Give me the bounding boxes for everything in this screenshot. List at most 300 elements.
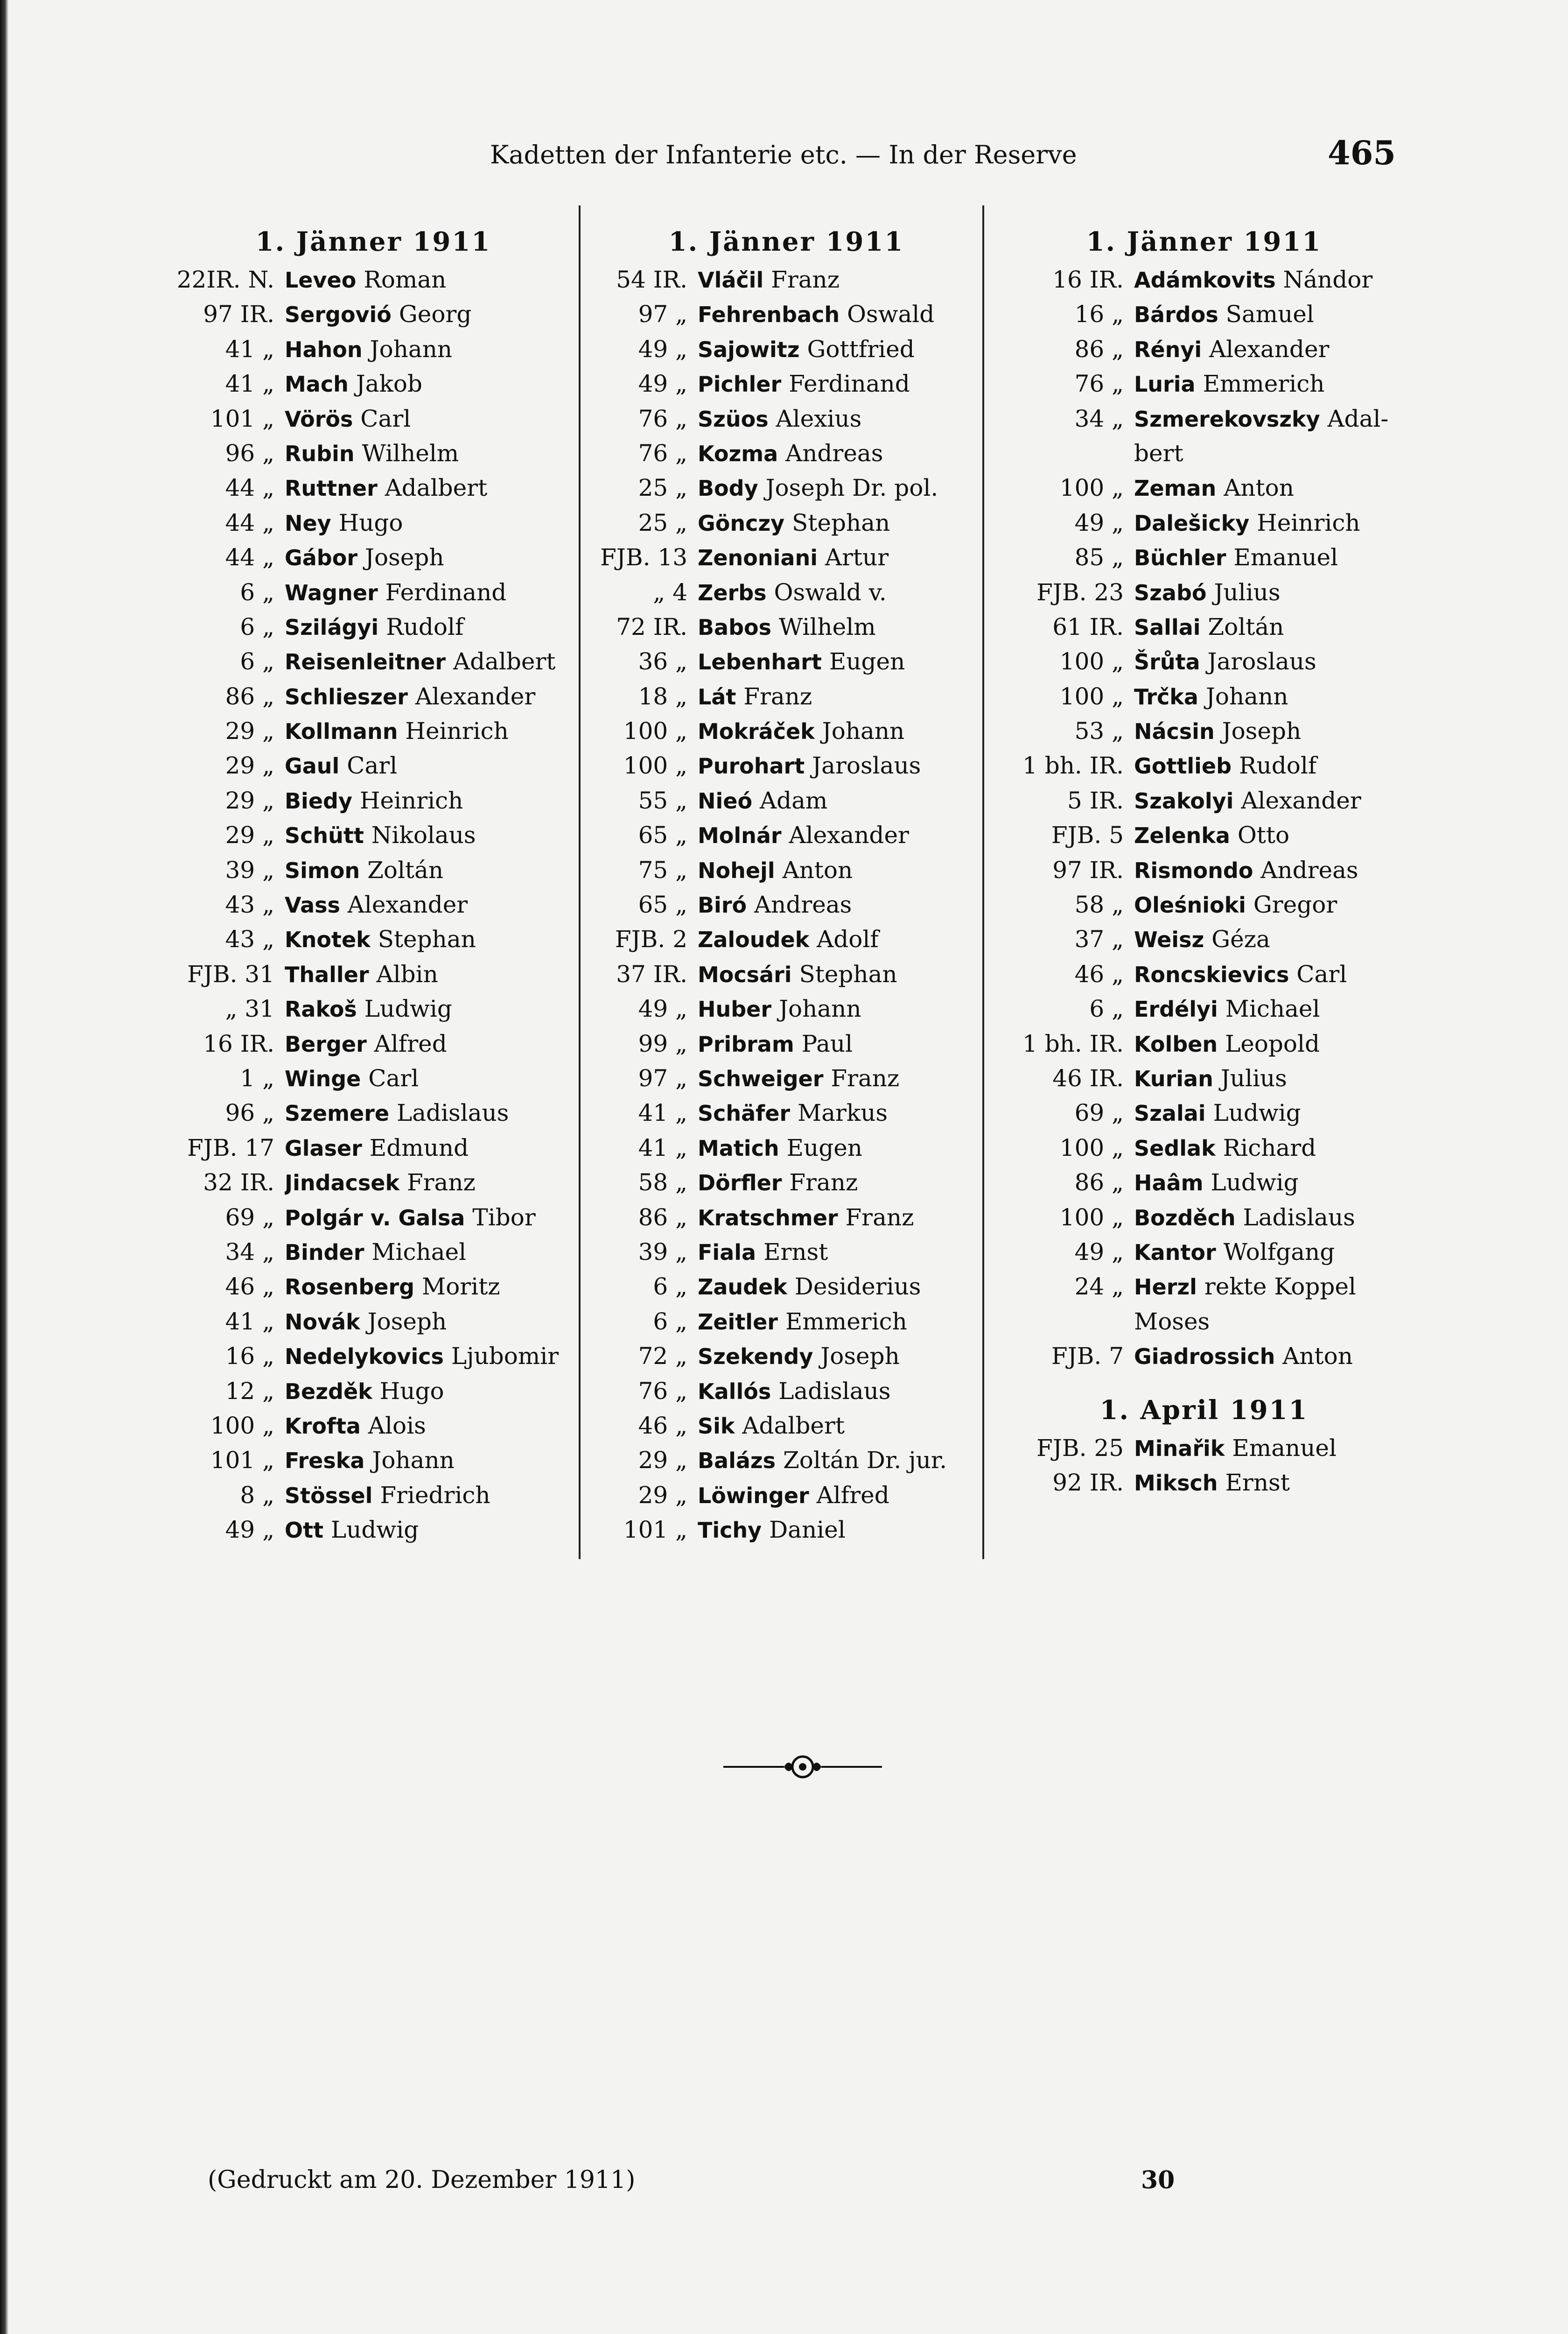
surname: Herzl bbox=[1134, 1274, 1197, 1300]
given-name: Joseph bbox=[367, 1308, 447, 1335]
surname: Molnár bbox=[698, 823, 782, 849]
unit-reference: 36 „ bbox=[638, 648, 687, 675]
surname: Schäfer bbox=[698, 1101, 791, 1126]
unit-reference: 41 „ bbox=[638, 1134, 687, 1161]
unit-reference: 53 „ bbox=[1074, 717, 1124, 745]
given-name: Ferdinand bbox=[789, 370, 910, 398]
surname: Weisz bbox=[1134, 927, 1204, 953]
unit-reference: 8 „ bbox=[240, 1481, 274, 1509]
given-name: Carl bbox=[1296, 960, 1347, 988]
cadet-name bbox=[285, 748, 579, 783]
unit-reference: 6 „ bbox=[240, 578, 274, 606]
cadet-name bbox=[1134, 1096, 1414, 1130]
entry-list bbox=[994, 262, 1414, 1374]
surname: Winge bbox=[285, 1066, 361, 1091]
given-name: Alexander bbox=[415, 682, 536, 710]
given-name: Ludwig bbox=[364, 995, 452, 1023]
list-item bbox=[581, 714, 992, 748]
given-name: Johann bbox=[1205, 682, 1288, 710]
given-name: Nikolaus bbox=[371, 822, 476, 849]
list-item bbox=[168, 1304, 579, 1339]
cadet-name bbox=[285, 1165, 579, 1200]
unit-reference bbox=[994, 1304, 1134, 1339]
list-item bbox=[581, 1131, 992, 1165]
list-item bbox=[581, 1235, 992, 1269]
cadet-name bbox=[285, 1026, 579, 1061]
list-item bbox=[994, 610, 1414, 644]
given-name: Georg bbox=[399, 301, 472, 328]
cadet-name bbox=[1134, 1200, 1414, 1235]
given-name: Leopold bbox=[1225, 1030, 1320, 1057]
surname: Dörfler bbox=[698, 1170, 782, 1196]
cadet-name bbox=[1134, 818, 1414, 852]
cadet-name bbox=[1134, 471, 1414, 505]
given-name: Ernst bbox=[1225, 1469, 1290, 1496]
unit-reference: 32 IR. bbox=[203, 1169, 274, 1196]
unit-reference: 101 „ bbox=[623, 1516, 687, 1544]
unit-reference: 76 „ bbox=[638, 405, 687, 432]
cadet-name bbox=[1134, 991, 1414, 1026]
surname: Biedy bbox=[285, 788, 352, 814]
given-name: Otto bbox=[1237, 822, 1290, 849]
surname: Lebenhart bbox=[698, 649, 822, 675]
list-item bbox=[994, 887, 1414, 922]
list-item bbox=[581, 922, 992, 956]
surname: Glaser bbox=[285, 1135, 362, 1161]
cadet-name bbox=[285, 714, 579, 748]
surname: Nácsin bbox=[1134, 719, 1215, 745]
cadet-name bbox=[1134, 1431, 1414, 1465]
list-item bbox=[168, 748, 579, 783]
surname: Bárdos bbox=[1134, 302, 1218, 328]
given-name: Stephan bbox=[378, 926, 476, 953]
cadet-name bbox=[698, 1165, 992, 1200]
surname: Tichy bbox=[698, 1518, 762, 1543]
surname: Minařik bbox=[1134, 1435, 1225, 1461]
surname: Pichler bbox=[698, 372, 782, 397]
cadet-name bbox=[285, 471, 579, 505]
list-item bbox=[581, 1443, 992, 1477]
given-name: Oswald v. bbox=[774, 578, 887, 606]
surname: Body bbox=[698, 476, 758, 501]
given-name: Gottfried bbox=[807, 335, 915, 363]
unit-reference: 25 „ bbox=[638, 509, 687, 536]
list-item bbox=[581, 1304, 992, 1339]
unit-reference: 49 „ bbox=[638, 335, 687, 363]
column-2 bbox=[581, 224, 992, 1578]
page-number: 465 bbox=[1328, 134, 1396, 172]
cadet-name bbox=[285, 575, 579, 610]
cadet-name bbox=[698, 1269, 992, 1304]
surname: Rubin bbox=[285, 441, 355, 466]
unit-reference: 100 „ bbox=[210, 1412, 274, 1439]
cadet-name bbox=[285, 436, 579, 471]
cadet-name bbox=[285, 644, 579, 679]
unit-reference: 100 „ bbox=[1059, 1203, 1124, 1231]
printed-note: (Gedruckt am 20. Dezember 1911) bbox=[208, 2166, 636, 2194]
cadet-name bbox=[1134, 436, 1414, 471]
cadet-name bbox=[698, 471, 992, 505]
unit-reference: 100 „ bbox=[1059, 1134, 1124, 1161]
cadet-name bbox=[285, 366, 579, 401]
list-item bbox=[168, 783, 579, 818]
surname: Babos bbox=[698, 614, 772, 640]
unit-reference: 85 „ bbox=[1074, 544, 1124, 571]
cadet-name bbox=[285, 1200, 579, 1235]
unit-reference: 49 „ bbox=[1074, 1238, 1124, 1265]
given-name: Edmund bbox=[369, 1134, 469, 1161]
cadet-name bbox=[698, 1061, 992, 1096]
list-item bbox=[994, 1304, 1414, 1339]
list-item bbox=[581, 262, 992, 297]
list-item bbox=[168, 818, 579, 852]
unit-reference: 34 „ bbox=[225, 1238, 274, 1265]
unit-reference: 100 „ bbox=[623, 717, 687, 745]
list-item bbox=[994, 1235, 1414, 1269]
given-name: Paul bbox=[801, 1030, 853, 1057]
cadet-name bbox=[698, 818, 992, 852]
cadet-name bbox=[285, 922, 579, 956]
cadet-name bbox=[1134, 644, 1414, 679]
cadet-name bbox=[1134, 957, 1414, 991]
given-name: Ladislaus bbox=[397, 1099, 509, 1127]
list-item bbox=[994, 783, 1414, 818]
unit-reference: 1 bh. IR. bbox=[1022, 1030, 1124, 1057]
given-name: Anton bbox=[1224, 474, 1294, 502]
given-name: Alfred bbox=[374, 1030, 447, 1057]
list-item bbox=[581, 679, 992, 714]
surname: Šrůta bbox=[1134, 649, 1200, 675]
given-name: Adam bbox=[759, 787, 828, 814]
surname: Ney bbox=[285, 510, 331, 536]
list-item bbox=[168, 644, 579, 679]
surname: Nedelykovics bbox=[285, 1344, 444, 1370]
unit-reference: 1 „ bbox=[240, 1064, 274, 1092]
list-item bbox=[581, 1026, 992, 1061]
surname: Szüos bbox=[698, 406, 769, 432]
unit-reference bbox=[994, 436, 1134, 471]
list-item bbox=[168, 1512, 579, 1547]
cadet-name bbox=[285, 887, 579, 922]
list-item bbox=[994, 1026, 1414, 1061]
unit-reference: 96 „ bbox=[225, 1099, 274, 1127]
unit-reference: 49 „ bbox=[225, 1516, 274, 1544]
given-name: Eugen bbox=[786, 1134, 862, 1161]
cadet-name bbox=[285, 1408, 579, 1443]
unit-reference: 22IR. N. bbox=[176, 266, 274, 293]
surname: Zeman bbox=[1134, 476, 1217, 501]
given-name: Stephan bbox=[792, 509, 890, 536]
cadet-name bbox=[1134, 575, 1414, 610]
given-name: Heinrich bbox=[405, 717, 509, 745]
list-item bbox=[168, 1269, 579, 1304]
list-item bbox=[581, 1374, 992, 1408]
column-divider bbox=[579, 205, 581, 1559]
cadet-name bbox=[698, 1235, 992, 1269]
list-item bbox=[581, 644, 992, 679]
column-heading: 1. Jänner 1911 bbox=[668, 226, 904, 257]
unit-reference: 24 „ bbox=[1074, 1273, 1124, 1301]
given-name: Oswald bbox=[847, 301, 935, 328]
unit-reference: 76 „ bbox=[1074, 370, 1124, 398]
given-name: Carl bbox=[360, 405, 411, 432]
given-name: Nándor bbox=[1283, 266, 1373, 293]
list-item bbox=[581, 1269, 992, 1304]
list-item bbox=[168, 1131, 579, 1165]
cadet-name bbox=[1134, 262, 1414, 297]
given-name: Carl bbox=[347, 752, 398, 780]
list-item bbox=[994, 1431, 1414, 1465]
unit-reference: 101 „ bbox=[210, 405, 274, 432]
given-name: Adolf bbox=[817, 926, 879, 953]
cadet-name bbox=[1134, 1465, 1414, 1500]
cadet-name bbox=[1134, 1131, 1414, 1165]
unit-reference: 41 „ bbox=[225, 1308, 274, 1335]
list-item bbox=[168, 471, 579, 505]
unit-reference: FJB. 23 bbox=[1036, 578, 1124, 606]
unit-reference: 29 „ bbox=[638, 1447, 687, 1474]
list-item bbox=[168, 1165, 579, 1200]
entry-list bbox=[581, 262, 992, 1547]
unit-reference: 49 „ bbox=[638, 370, 687, 398]
list-item bbox=[581, 436, 992, 471]
given-name: Anton bbox=[782, 856, 853, 884]
given-name: Franz bbox=[845, 1203, 914, 1231]
cadet-name bbox=[698, 401, 992, 436]
cadet-name bbox=[698, 575, 992, 610]
given-name: Michael bbox=[371, 1238, 467, 1265]
surname: Szmerekovszky bbox=[1134, 406, 1320, 432]
unit-reference: 99 „ bbox=[638, 1030, 687, 1057]
list-item bbox=[168, 922, 579, 956]
given-name: Rudolf bbox=[386, 613, 464, 640]
given-name: Ladislaus bbox=[778, 1377, 891, 1405]
unit-reference: 25 „ bbox=[638, 474, 687, 502]
list-item bbox=[168, 575, 579, 610]
unit-reference: FJB. 25 bbox=[1036, 1434, 1124, 1462]
given-name: Alexius bbox=[776, 405, 862, 432]
unit-reference: 92 IR. bbox=[1052, 1469, 1124, 1496]
surname: Ruttner bbox=[285, 476, 378, 501]
unit-reference: 41 „ bbox=[225, 335, 274, 363]
given-name: Heinrich bbox=[359, 787, 463, 814]
cadet-name bbox=[698, 366, 992, 401]
unit-reference: 44 „ bbox=[225, 509, 274, 536]
list-item bbox=[168, 1408, 579, 1443]
given-name: Desiderius bbox=[794, 1273, 921, 1301]
surname: Pribram bbox=[698, 1031, 794, 1057]
unit-reference: 49 „ bbox=[1074, 509, 1124, 536]
list-item bbox=[581, 1061, 992, 1096]
given-name: Markus bbox=[798, 1099, 888, 1127]
cadet-name bbox=[1134, 1026, 1414, 1061]
list-item bbox=[168, 853, 579, 887]
surname: Kozma bbox=[698, 441, 778, 466]
cadet-name bbox=[1134, 1165, 1414, 1200]
given-name: Heinrich bbox=[1257, 509, 1360, 536]
list-item bbox=[168, 610, 579, 644]
list-item bbox=[581, 1512, 992, 1547]
list-item bbox=[581, 506, 992, 540]
list-item bbox=[168, 957, 579, 991]
list-item bbox=[581, 332, 992, 366]
surname: Gábor bbox=[285, 545, 358, 571]
given-name: Géza bbox=[1211, 926, 1270, 953]
cadet-name bbox=[1134, 1235, 1414, 1269]
unit-reference: 61 IR. bbox=[1052, 613, 1124, 640]
unit-reference: FJB. 2 bbox=[615, 926, 687, 953]
given-name: Ludwig bbox=[1211, 1169, 1299, 1196]
sheet-number: 30 bbox=[1141, 2166, 1175, 2194]
given-name: Artur bbox=[825, 544, 889, 571]
list-item bbox=[994, 714, 1414, 748]
list-item bbox=[168, 887, 579, 922]
cadet-name bbox=[1134, 366, 1414, 401]
unit-reference: 96 „ bbox=[225, 439, 274, 467]
cadet-name bbox=[1134, 1061, 1414, 1096]
list-item bbox=[994, 1200, 1414, 1235]
surname: Löwinger bbox=[698, 1483, 809, 1508]
given-name: Franz bbox=[743, 682, 812, 710]
unit-reference: 29 „ bbox=[225, 787, 274, 814]
list-item bbox=[994, 922, 1414, 956]
page-footer bbox=[0, 2166, 1568, 2203]
unit-reference: 6 „ bbox=[240, 648, 274, 675]
unit-reference: 54 IR. bbox=[616, 266, 687, 293]
unit-reference: 100 „ bbox=[1059, 648, 1124, 675]
cadet-name bbox=[285, 262, 579, 297]
list-item bbox=[168, 436, 579, 471]
given-name: Joseph bbox=[1222, 717, 1302, 745]
given-name: Hugo bbox=[338, 509, 403, 536]
unit-reference: FJB. 31 bbox=[187, 960, 274, 988]
list-item bbox=[994, 957, 1414, 991]
given-name: Andreas bbox=[1260, 856, 1358, 884]
unit-reference: 41 „ bbox=[638, 1099, 687, 1127]
unit-reference: FJB. 7 bbox=[1051, 1343, 1124, 1370]
surname: Mach bbox=[285, 372, 349, 397]
unit-reference: „ 31 bbox=[225, 995, 274, 1023]
list-item bbox=[581, 853, 992, 887]
surname: Binder bbox=[285, 1239, 364, 1265]
given-name: Samuel bbox=[1225, 301, 1314, 328]
cadet-name bbox=[285, 818, 579, 852]
surname: Nohejl bbox=[698, 858, 775, 883]
surname: Kratschmer bbox=[698, 1205, 838, 1230]
given-name: Adalbert bbox=[453, 648, 556, 675]
given-name: Johann bbox=[822, 717, 905, 745]
unit-reference: FJB. 13 bbox=[600, 544, 687, 571]
cadet-name bbox=[1134, 506, 1414, 540]
unit-reference: „ 4 bbox=[653, 578, 687, 606]
unit-reference: 69 „ bbox=[225, 1203, 274, 1231]
surname: Kolben bbox=[1134, 1031, 1218, 1057]
list-item bbox=[994, 1131, 1414, 1165]
list-item bbox=[581, 610, 992, 644]
list-item bbox=[581, 818, 992, 852]
surname: Szalai bbox=[1134, 1101, 1206, 1126]
surname: Biró bbox=[698, 893, 747, 918]
list-item bbox=[581, 540, 992, 575]
entry-list bbox=[168, 262, 579, 1547]
surname: Szabó bbox=[1134, 580, 1207, 605]
given-name: Franz bbox=[789, 1169, 858, 1196]
cadet-name bbox=[698, 644, 992, 679]
list-item bbox=[994, 540, 1414, 575]
surname: Polgár v. Galsa bbox=[285, 1205, 465, 1230]
given-name: Ljubomir bbox=[451, 1343, 559, 1370]
surname: Sedlak bbox=[1134, 1135, 1216, 1161]
given-name: Ernst bbox=[763, 1238, 828, 1265]
surname: Schlieszer bbox=[285, 684, 408, 710]
surname: Szemere bbox=[285, 1101, 390, 1126]
surname: Kollmann bbox=[285, 719, 398, 745]
given-name: Alexander bbox=[1209, 335, 1330, 363]
cadet-name bbox=[285, 853, 579, 887]
list-item bbox=[581, 1165, 992, 1200]
list-item bbox=[581, 575, 992, 610]
unit-reference: 65 „ bbox=[638, 822, 687, 849]
unit-reference: 41 „ bbox=[225, 370, 274, 398]
surname: Haâm bbox=[1134, 1170, 1204, 1196]
list-item bbox=[168, 401, 579, 436]
surname: Vörös bbox=[285, 406, 353, 432]
list-item bbox=[581, 1339, 992, 1373]
list-item bbox=[994, 748, 1414, 783]
cadet-name bbox=[698, 853, 992, 887]
unit-reference: 1 bh. IR. bbox=[1022, 752, 1124, 780]
given-name: Julius bbox=[1214, 578, 1281, 606]
given-name: Franz bbox=[831, 1064, 900, 1092]
surname: Krofta bbox=[285, 1413, 361, 1439]
surname: Sajowitz bbox=[698, 337, 800, 362]
list-item bbox=[994, 262, 1414, 297]
list-item bbox=[168, 1374, 579, 1408]
cadet-name bbox=[1134, 748, 1414, 783]
list-item bbox=[994, 366, 1414, 401]
cadet-name bbox=[698, 1478, 992, 1512]
cadet-name bbox=[698, 1026, 992, 1061]
column-1 bbox=[168, 224, 579, 1578]
unit-reference: 55 „ bbox=[638, 787, 687, 814]
column-3 bbox=[994, 224, 1414, 1578]
unit-reference: 69 „ bbox=[1074, 1099, 1124, 1127]
list-item bbox=[168, 679, 579, 714]
unit-reference: 97 „ bbox=[638, 301, 687, 328]
unit-reference: 6 „ bbox=[653, 1273, 687, 1301]
running-head: Kadetten der Infanterie etc. — In der Reserve bbox=[490, 140, 1077, 169]
unit-reference: 12 „ bbox=[225, 1377, 274, 1405]
list-item bbox=[994, 991, 1414, 1026]
surname: Wagner bbox=[285, 580, 378, 605]
surname: Luria bbox=[1134, 372, 1196, 397]
unit-reference: 37 „ bbox=[1074, 926, 1124, 953]
cadet-name bbox=[285, 1443, 579, 1477]
list-item bbox=[994, 1339, 1414, 1373]
column-subheading: 1. April 1911 bbox=[1099, 1394, 1309, 1426]
unit-reference: 37 IR. bbox=[616, 960, 687, 988]
surname: Leveo bbox=[285, 267, 357, 293]
cadet-name bbox=[285, 506, 579, 540]
surname: Zaloudek bbox=[698, 927, 810, 953]
given-name: Carl bbox=[368, 1064, 419, 1092]
given-name: Adal- bbox=[1327, 405, 1389, 432]
list-item bbox=[994, 506, 1414, 540]
given-name: Jaroslaus bbox=[1207, 648, 1316, 675]
given-name: Andreas bbox=[754, 891, 852, 919]
unit-reference: 72 IR. bbox=[616, 613, 687, 640]
unit-reference: 100 „ bbox=[623, 752, 687, 780]
